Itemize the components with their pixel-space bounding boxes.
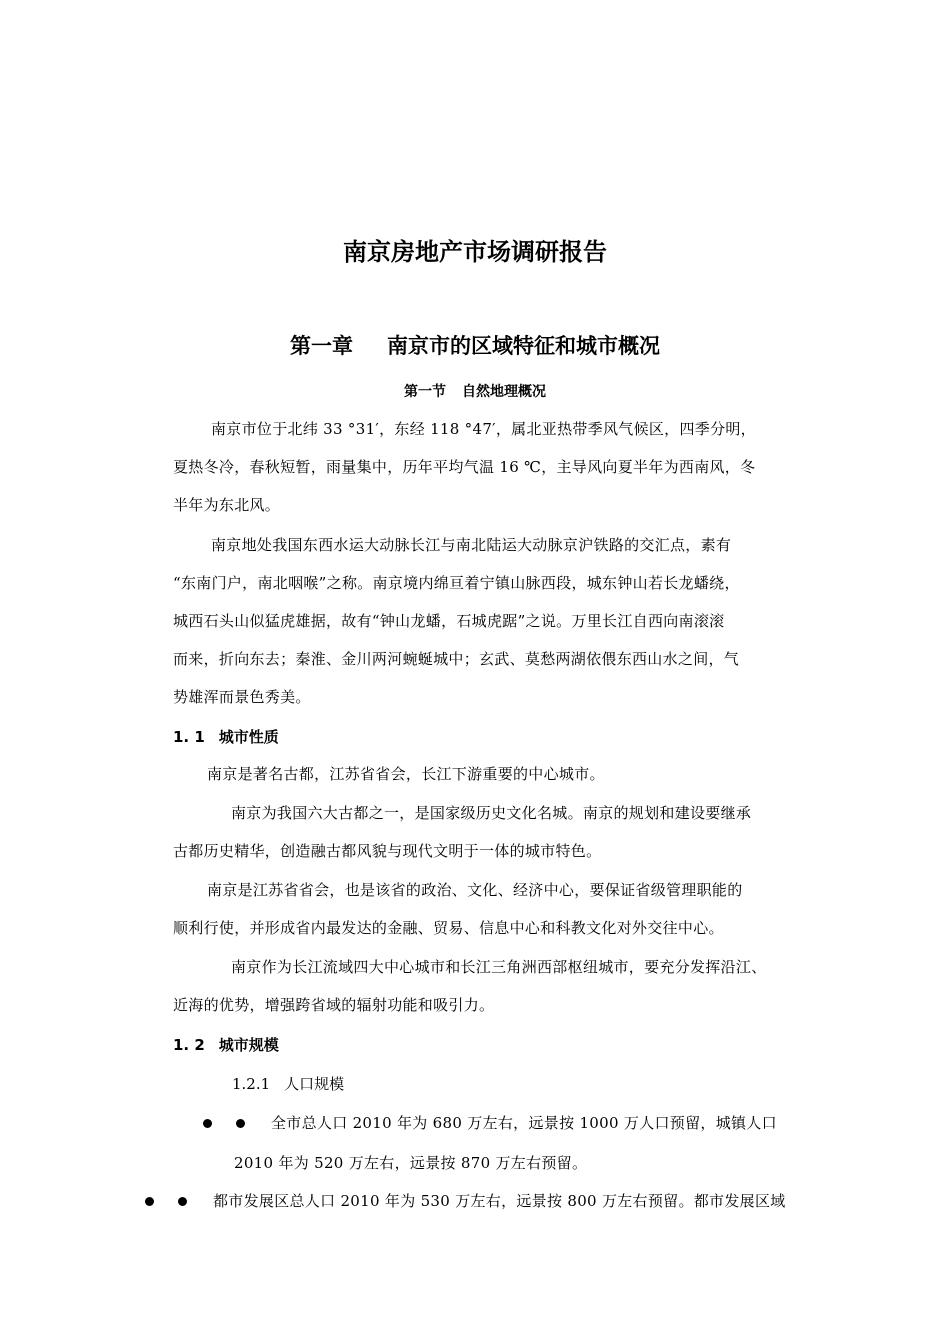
para1-line1: 南京市位于北纬 33 °31′，东经 118 °47′，属北亚热带季风气候区，四季分明， [211, 420, 756, 438]
heading-1-2-1 [232, 1073, 344, 1094]
chapter-heading [0, 330, 950, 360]
heading-1-1-number: 1. 1 [173, 728, 205, 746]
section-heading [0, 381, 950, 401]
bullet-marker [178, 1197, 187, 1206]
p11b-line1: 南京为我国六大古都之一，是国家级历史文化名城。南京的规划和建设要继承 [231, 804, 752, 822]
p11d-line1: 南京作为长江流域四大中心城市和长江三角洲西部枢纽城市，要充分发挥沿江、 [231, 958, 767, 976]
para2-line2: “东南门户，南北咽喉”之称。南京境内绵亘着宁镇山脉西段，城东钟山若长龙蟠绕， [173, 574, 740, 592]
bullet-marker [203, 1119, 212, 1128]
p11c-line2: 顺利行使，并形成省内最发达的金融、贸易、信息中心和科教文化对外交往中心。 [173, 919, 724, 937]
para2-line5: 势雄浑而景色秀美。 [173, 688, 311, 706]
heading-1-2-1-name: 人口规模 [284, 1075, 345, 1093]
document-title: 南京房地产市场调研报告 [343, 238, 607, 266]
para2-line4: 而来，折向东去；秦淮、金川两河蜿蜒城中；玄武、莫愁两湖依偎东西山水之间，气 [173, 650, 740, 668]
heading-1-1 [173, 726, 279, 747]
bullet-marker [236, 1119, 245, 1128]
p11d-line2: 近海的优势，增强跨省域的辐射功能和吸引力。 [173, 996, 495, 1014]
heading-1-1-name: 城市性质 [218, 728, 279, 746]
heading-1-2-name: 城市规模 [218, 1036, 279, 1054]
p11c-line1: 南京是江苏省省会，也是该省的政治、文化、经济中心，要保证省级管理职能的 [207, 881, 743, 899]
para2-line3: 城西石头山似猛虎雄据，故有“钟山龙蟠，石城虎踞”之说。万里长江自西向南滚滚 [173, 612, 725, 630]
p11a-line: 南京是著名古都，江苏省省会，长江下游重要的中心城市。 [207, 765, 605, 783]
section-number: 第一节 [404, 384, 446, 400]
heading-1-2-number: 1. 2 [173, 1036, 205, 1054]
bullet-marker [145, 1197, 154, 1206]
para2-line1: 南京地处我国东西水运大动脉长江与南北陆运大动脉京沪铁路的交汇点，素有 [211, 536, 732, 554]
bullet2-line1: 都市发展区总人口 2010 年为 530 万左右，远景按 800 万左右预留。都市发展区域 [213, 1192, 786, 1210]
heading-1-2 [173, 1034, 279, 1055]
section-name: 自然地理概况 [462, 384, 546, 400]
para1-line2: 夏热冬冷，春秋短暂，雨量集中，历年平均气温 16 ℃，主导风向夏半年为西南风，冬 [173, 458, 756, 476]
heading-1-2-1-number: 1.2.1 [232, 1075, 271, 1093]
chapter-name: 南京市的区域特征和城市概况 [387, 334, 660, 358]
para1-line3: 半年为东北风。 [173, 496, 281, 514]
p11b-line2: 古都历史精华，创造融古都风貌与现代文明于一体的城市特色。 [173, 842, 602, 860]
chapter-number: 第一章 [290, 334, 353, 358]
bullet1-line1: 全市总人口 2010 年为 680 万左右，远景按 1000 万人口预留，城镇人口 [271, 1114, 777, 1132]
bullet1-line2: 2010 年为 520 万左右，远景按 870 万左右预留。 [234, 1154, 588, 1172]
